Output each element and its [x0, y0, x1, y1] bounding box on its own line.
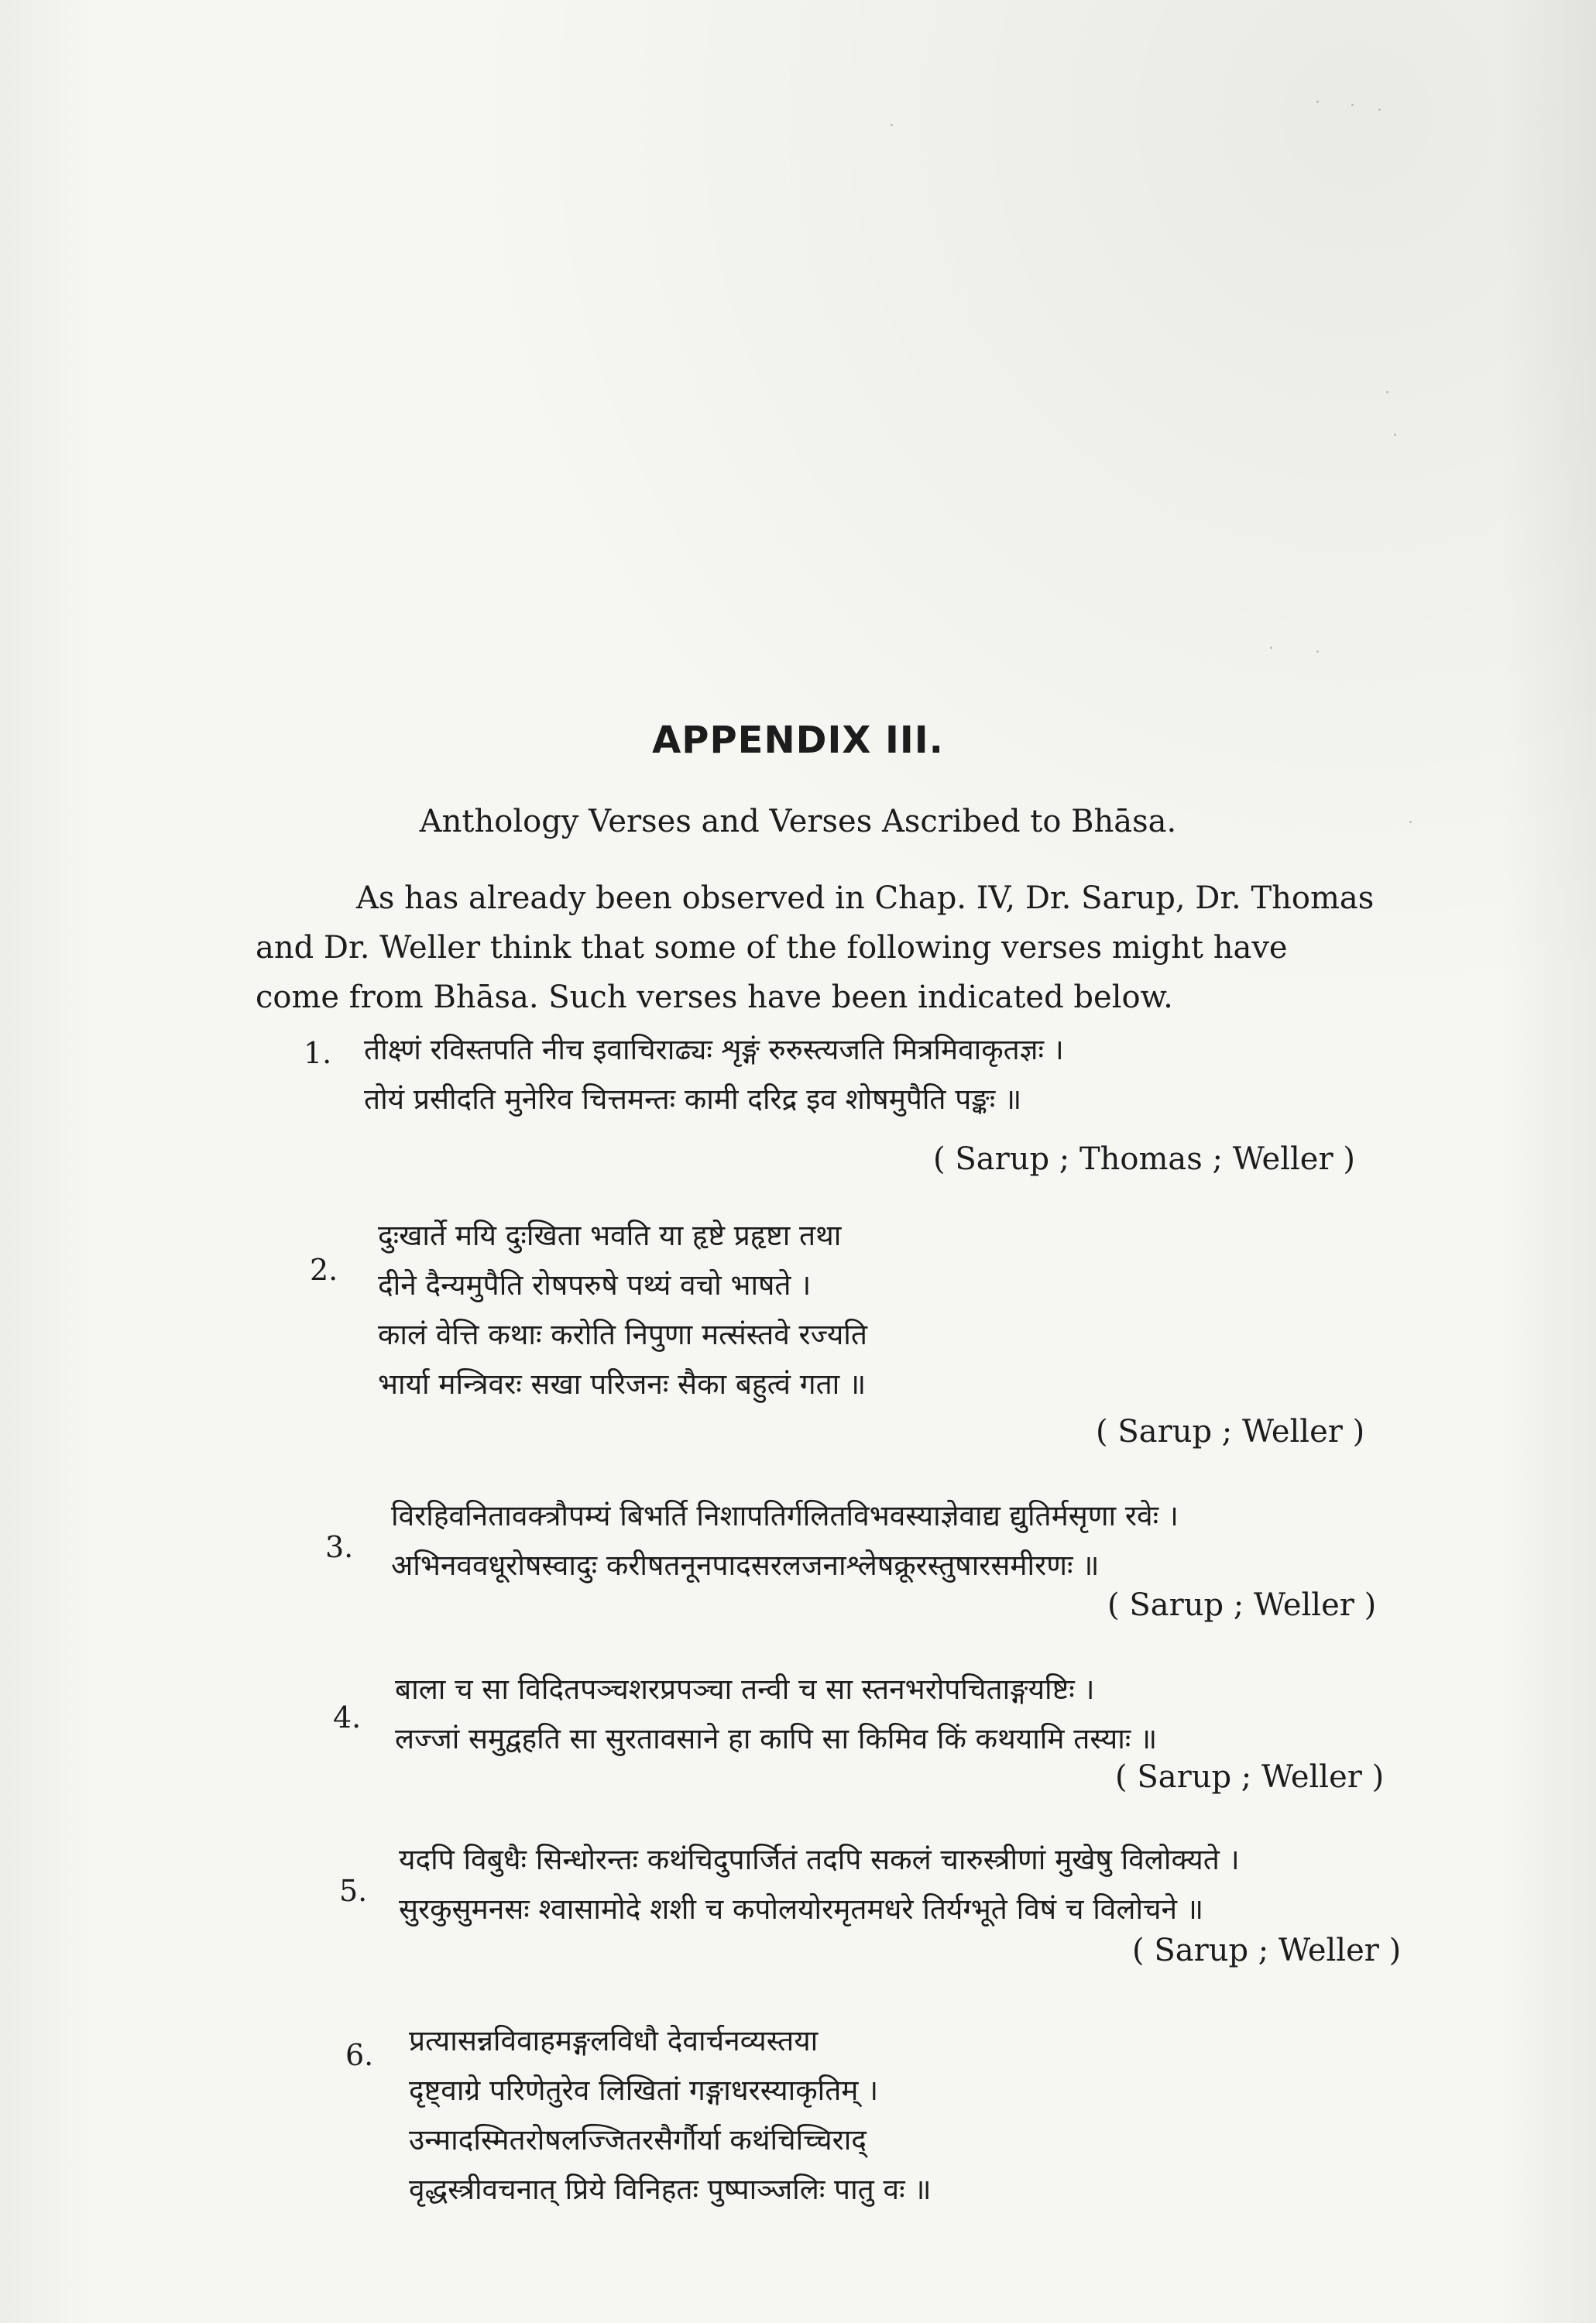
intro-line: and Dr. Weller think that some of the following verses might have [256, 930, 1288, 966]
verse-line: कालं वेत्ति कथाः करोति निपुणा मत्संस्तवे रज्यति [378, 1318, 867, 1351]
verse-number: 6. [345, 2038, 374, 2072]
verse-line: दृष्ट्वाग्रे परिणेतुरेव लिखितां गङ्गाधरस्याकृतिम् । [409, 2074, 879, 2107]
verse-number: 4. [333, 1700, 362, 1735]
verse-line: दीने दैन्यमुपैति रोषपरुषे पथ्यं वचो भाषते । [378, 1268, 812, 1302]
verse-line: उन्मादस्मितरोषलज्जितरसैर्गौर्या कथंचिच्चिराद् [409, 2123, 867, 2157]
intro-line: come from Bhāsa. Such verses have been indicated below. [256, 980, 1173, 1015]
scan-speck [1270, 647, 1272, 649]
scan-speck [1394, 434, 1396, 436]
scan-speck [1378, 108, 1381, 111]
verse-line: बाला च सा विदितपञ्चशरप्रपञ्चा तन्वी च सा स्तनभरोपचिताङ्गयष्टिः । [395, 1673, 1095, 1706]
verse-line: दुःखार्ते मयि दुःखिता भवति या हृष्टे प्रहृष्टा तथा [378, 1219, 842, 1252]
appendix-title: APPENDIX III. [652, 719, 944, 762]
verse-line: लज्जां समुद्वहति सा सुरतावसाने हा कापि सा किमिव किं कथयामि तस्याः ॥ [395, 1722, 1158, 1755]
verse-line: यदपि विबुधैः सिन्धोरन्तः कथंचिदुपार्जितं तदपि सकलं चारुस्त्रीणां मुखेषु विलोक्यते । [399, 1843, 1240, 1876]
verse-citation: ( Sarup ; Weller ) [1096, 1414, 1365, 1450]
verse-citation: ( Sarup ; Weller ) [1132, 1933, 1402, 1968]
verse-citation: ( Sarup ; Weller ) [1107, 1587, 1377, 1623]
verse-line: अभिनववधूरोषस्वादुः करीषतनूनपादसरलजनाश्लेषक्रूरस्तुषारसमीरणः ॥ [391, 1549, 1100, 1582]
scan-speck [1316, 650, 1319, 653]
verse-citation: ( Sarup ; Weller ) [1115, 1759, 1385, 1795]
verse-line: वृद्धस्त्रीवचनात् प्रिये विनिहतः पुष्पाञ्जलिः पातु वः ॥ [409, 2173, 932, 2206]
scan-speck [891, 124, 893, 126]
verse-line: प्रत्यासन्नविवाहमङ्गलविधौ देवार्चनव्यस्तया [409, 2024, 819, 2057]
verse-line: विरहिवनितावक्त्रौपम्यं बिभर्ति निशापतिर्गलितविभवस्याज्ञेवाद्य द्युतिर्मसृणा रवेः । [391, 1499, 1179, 1532]
scan-speck [1386, 391, 1388, 393]
verse-line: तोयं प्रसीदति मुनेरिव चित्तमन्तः कामी दरिद्र इव शोषमुपैति पङ्कः ॥ [364, 1083, 1022, 1116]
verse-line: सुरकुसुमनसः श्वासामोदे शशी च कपोलयोरमृतमधरे तिर्यग्भूते विषं च विलोचने ॥ [399, 1892, 1203, 1926]
verse-number: 5. [339, 1874, 368, 1908]
scan-speck [1351, 104, 1354, 106]
verse-line: तीक्ष्णं रविस्तपति नीच इवाचिराढ्यः शृङ्गं रुरुस्त्यजति मित्रमिवाकृतज्ञः । [364, 1033, 1064, 1066]
verse-number: 2. [310, 1253, 338, 1287]
verse-number: 3. [325, 1530, 354, 1564]
verse-line: भार्या मन्त्रिवरः सखा परिजनः सैका बहुत्वं गता ॥ [378, 1367, 867, 1401]
scan-speck [1316, 101, 1319, 103]
intro-paragraph [256, 873, 1433, 1022]
verse-number: 1. [304, 1036, 332, 1070]
verse-citation: ( Sarup ; Thomas ; Weller ) [933, 1141, 1355, 1177]
appendix-subtitle: Anthology Verses and Verses Ascribed to Bhāsa. [419, 804, 1177, 839]
intro-line: As has already been observed in Chap. IV, Dr. Sarup, Dr. Thomas [356, 880, 1375, 916]
